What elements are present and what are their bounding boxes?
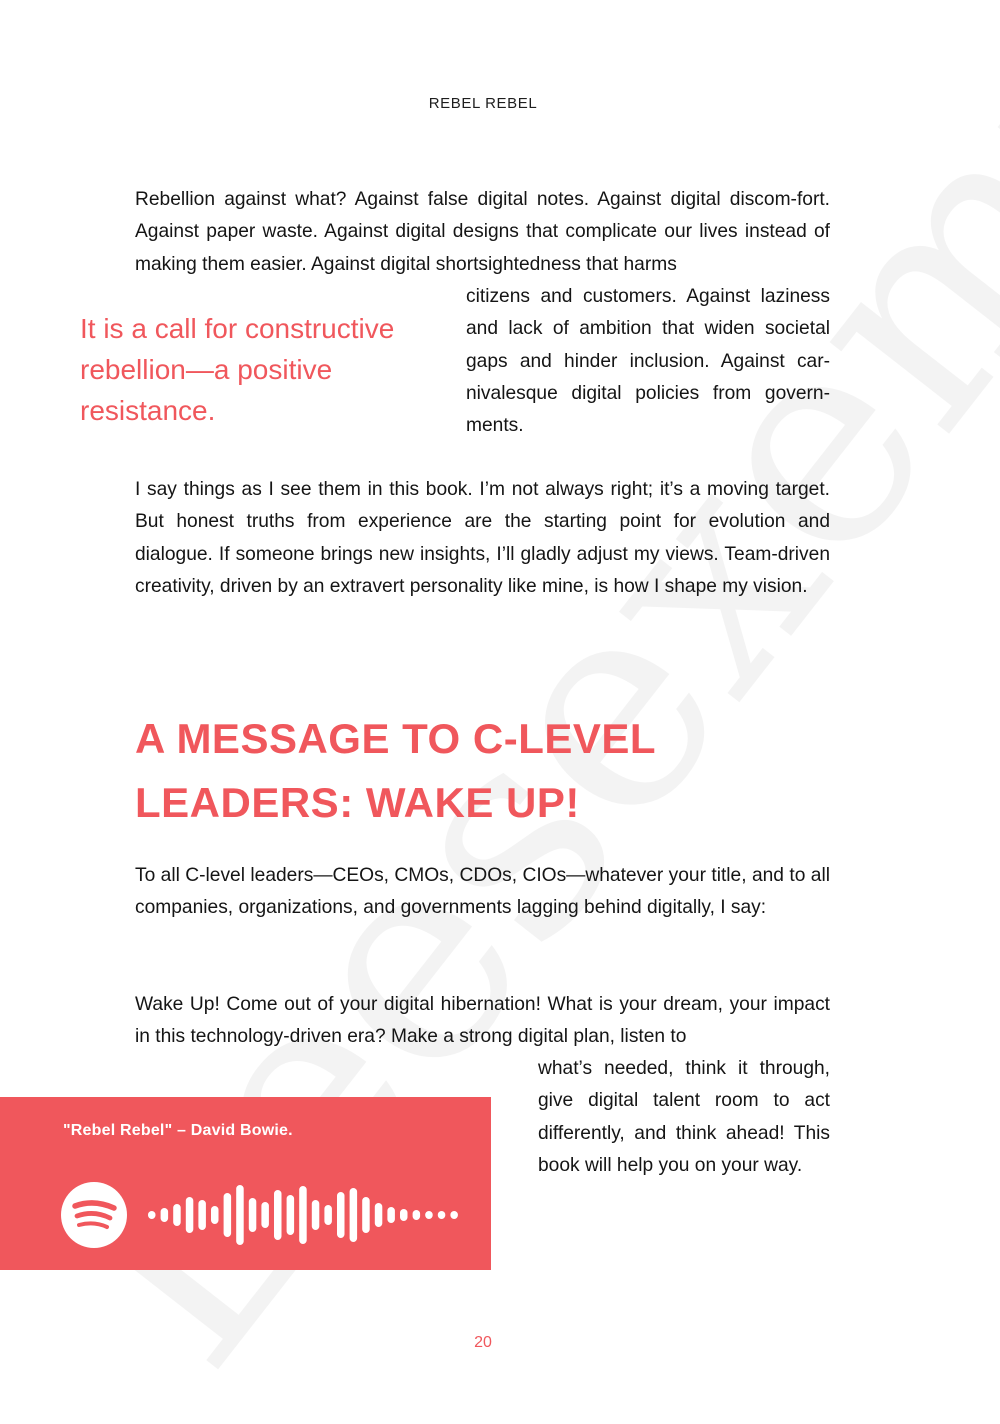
soundwave-bar xyxy=(161,1208,169,1222)
soundwave-bar xyxy=(450,1211,458,1219)
soundwave-bar xyxy=(350,1188,358,1242)
paragraph-wake-up: Wake Up! Come out of your digital hibernation! What is your dream, your impact in this technology-driven era? Make a strong digital plan, listen to xyxy=(135,994,830,1048)
soundwave-bar xyxy=(337,1192,345,1238)
paragraph-rebellion-continued: citizens and customers. Against laziness and lack of ambition that widen societal gaps and hinder inclusion. Against car-nivalesque digital policies from govern-ments. xyxy=(466,286,830,437)
soundwave-bar xyxy=(236,1185,244,1245)
soundwave-bar xyxy=(186,1197,194,1233)
soundwave-bar xyxy=(299,1186,307,1244)
soundwave-bar xyxy=(400,1209,408,1221)
soundwave-bar xyxy=(173,1204,181,1226)
section-heading: A MESSAGE TO C-LEVEL LEADERS: WAKE UP! xyxy=(135,715,656,826)
soundwave-bar xyxy=(324,1205,332,1225)
soundwave-bar xyxy=(224,1193,232,1237)
soundwave-bar xyxy=(413,1210,421,1220)
paragraph-honest-truths: I say things as I see them in this book. I’m not always right; it’s a moving target. But honest truths from experience are the starting point for evolution and dialogue. If someone brings new insights, I’ll gladly adjust my views. Team-driven creativity, driven by an extravert personality like mine, is how I shape my vision. xyxy=(135,479,830,597)
spotify-code-icon[interactable] xyxy=(148,1179,463,1251)
soundwave-bar xyxy=(274,1190,282,1240)
soundwave-bar xyxy=(261,1202,269,1228)
soundwave-bar xyxy=(249,1198,256,1232)
spotify-icon[interactable] xyxy=(60,1181,128,1249)
soundwave-bar xyxy=(287,1195,295,1235)
soundwave-bar xyxy=(425,1211,433,1219)
paragraph-c-level: To all C-level leaders—CEOs, CMOs, CDOs, CIOs—whatever your title, and to all companies, organizations, and governments lagging behind digitally, I say: xyxy=(135,865,830,919)
spotify-card[interactable] xyxy=(0,1097,491,1270)
pull-quote: It is a call for constructive rebellion—a positive resistance. xyxy=(80,313,395,426)
page-number: 20 xyxy=(474,1334,492,1351)
soundwave-bar xyxy=(375,1203,383,1227)
paragraph-rebellion: Rebellion against what? Against false digital notes. Against digital discom-fort. Against paper waste. Against digital designs that complicate our lives instead of making them easier. Against digital shortsightedness that harms xyxy=(135,189,830,275)
paragraph-wake-up-continued: what’s needed, think it through, give digital talent room to act differently, and think ahead! This book will help you on your way. xyxy=(538,1058,830,1176)
soundwave-bar xyxy=(438,1211,446,1219)
soundwave-bar xyxy=(198,1200,206,1230)
spotify-caption: "Rebel Rebel" – David Bowie. xyxy=(63,1122,293,1139)
soundwave-bar xyxy=(387,1207,395,1223)
soundwave-bar xyxy=(312,1200,320,1230)
soundwave-bar xyxy=(362,1197,370,1233)
soundwave-bar xyxy=(211,1206,219,1224)
running-header: REBEL REBEL xyxy=(428,95,538,112)
soundwave-bar xyxy=(148,1211,156,1219)
